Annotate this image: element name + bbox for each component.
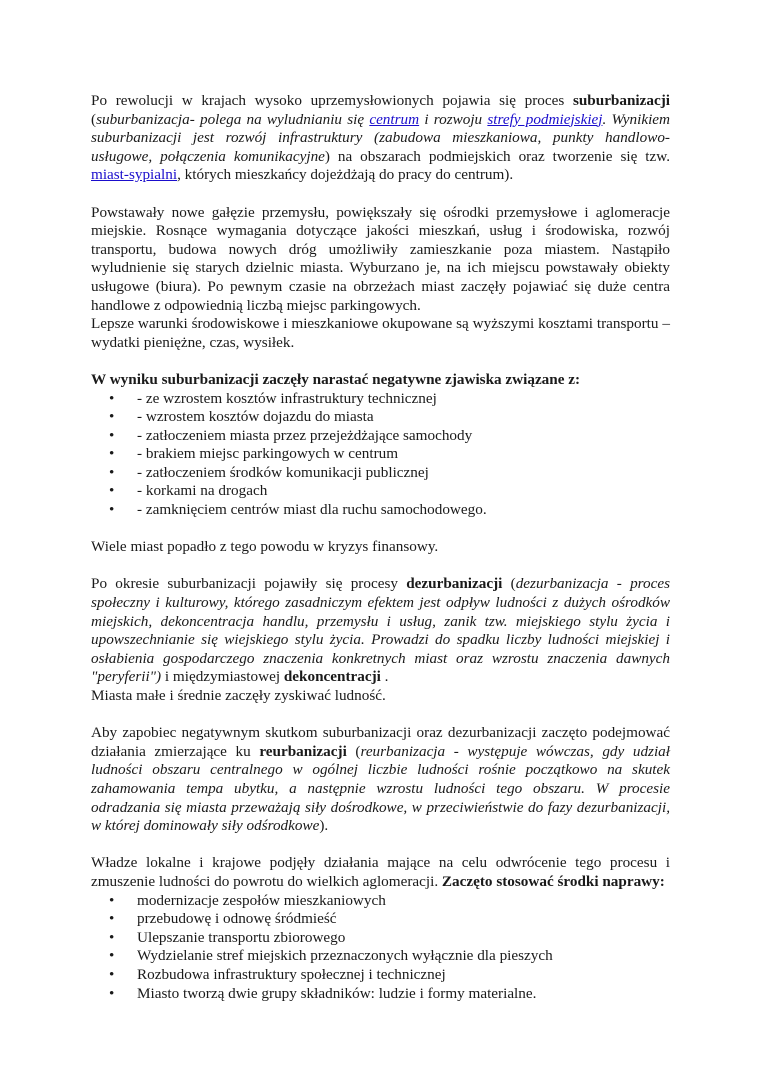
item-text: Ulepszanie transportu zbiorowego <box>137 928 346 946</box>
item-text: przebudowę i odnowę śródmieść <box>137 910 337 928</box>
definition: dezurbanizacja - proces społeczny i kulturowy, którego zasadniczym efektem jest odpływ ludności z dużych ośrodków miejskich, dekoncentracja handlu, przemysłu i usług, zanik tzw. miejskiego stylu życia i upowszechnianie się wiejskiego stylu życia. Prowadzi do spadku liczby ludności miejskiej i osłabienia gospodarczego znaczenia konkretnych miast oraz wzrostu znaczenia dawnych "peryferii") <box>91 575 670 686</box>
term-dekoncentracji: dekoncentracji <box>283 668 381 686</box>
paragraph-reurbanization <box>91 724 670 836</box>
item-text: - zamknięciem centrów miast dla ruchu samochodowego. <box>137 501 487 519</box>
paragraph-financial-crisis: Wiele miast popadło z tego powodu w kryzys finansowy. <box>91 538 439 556</box>
item-text: modernizacje zespołów mieszkaniowych <box>137 891 386 909</box>
item-text: - korkami na drogach <box>137 482 268 500</box>
bullet-icon: • <box>109 389 115 407</box>
list-item <box>109 929 670 948</box>
link-centrum[interactable]: centrum <box>369 110 420 128</box>
text: ( <box>91 110 97 128</box>
item-text: - brakiem miejsc parkingowych w centrum <box>137 445 399 463</box>
text: ( <box>346 742 361 760</box>
bullet-icon: • <box>109 984 115 1002</box>
definition: reurbanizacja - występuje wówczas, gdy udział ludności obszaru centralnego w ogólnej liczbie ludności rośnie początkowo na skutek zahamowania tempa ubytku, a następnie wzrostu ludności tego obszaru. W procesie odradzania się miasta przeważają siły dośrodkowe, w przeciwieństwie do fazy dezurbanizacji, w której dominowały siły odśrodkowe <box>91 742 670 835</box>
bullet-icon: • <box>109 947 115 965</box>
remedies-list <box>91 892 670 1004</box>
list-item <box>109 445 670 464</box>
text: ( <box>502 575 516 593</box>
item-text: Wydzielanie stref miejskich przeznaczonych wyłącznie dla pieszych <box>137 947 553 965</box>
text: , których mieszkańcy dojeżdżają do pracy do centrum). <box>177 166 514 184</box>
list-item <box>109 408 670 427</box>
list-item <box>109 501 670 520</box>
text: Aby zapobiec negatywnym skutkom suburbanizacji oraz dezurbanizacji zaczęto podejmować działania zmierzające ku <box>91 724 670 760</box>
list-item <box>109 966 670 985</box>
text: suburbanizacja- polega na wyludnianiu się <box>96 110 370 128</box>
bullet-icon: • <box>109 891 115 909</box>
text: i międzymiastowej <box>161 668 284 686</box>
paragraph-costs: Lepsze warunki środowiskowe i mieszkaniowe okupowane są wyższymi kosztami transportu – wydatki pieniężne, czas, wysiłek. <box>91 315 670 351</box>
link-strefy-podmiejskiej[interactable]: strefy podmiejskiej <box>487 110 603 128</box>
text: Po okresie suburbanizacji pojawiły się procesy <box>91 575 407 593</box>
list-item <box>109 427 670 446</box>
list-item <box>109 892 670 911</box>
bullet-icon: • <box>109 501 115 519</box>
bullet-icon: • <box>109 482 115 500</box>
item-text: Miasto tworzą dwie grupy składników: ludzie i formy materialne. <box>137 984 537 1002</box>
paragraph-suburbanization <box>91 92 670 185</box>
term-reurbanizacji: reurbanizacji <box>259 742 347 760</box>
link-miast-sypialni[interactable]: miast-sypialni <box>91 166 178 184</box>
text: i rozwoju <box>419 110 488 128</box>
list-item <box>109 482 670 501</box>
list-item <box>109 910 670 929</box>
list-heading-negative-effects <box>91 371 670 390</box>
bullet-icon: • <box>109 910 115 928</box>
paragraph-dezurbanization <box>91 575 670 687</box>
list-item <box>109 985 670 1004</box>
item-text: Rozbudowa infrastruktury społecznej i technicznej <box>137 965 446 983</box>
paragraph-industry: Powstawały nowe gałęzie przemysłu, powiększały się ośrodki przemysłowe i aglomeracje miejskie. Rosnące wymagania dotyczące jakości mieszkań, usług i środowiska, rozwój transportu, budowa nowych dróg umożliwiły zamieszkanie poza miastem. Nastąpiło wyludnienie się starych dzielnic miasta. Wyburzano je, na ich miejscu powstawały obiekty usługowe (biura). Po pewnym czasie na obrzeżach miast zaczęły pojawiać się duże centra handlowe z odpowiednią liczbą miejsc parkingowych. <box>91 203 670 314</box>
item-text: - wzrostem kosztów dojazdu do miasta <box>137 408 374 426</box>
list-item <box>109 390 670 409</box>
remedies-heading: Zaczęto stosować środki naprawy: <box>441 872 665 890</box>
text: Po rewolucji w krajach wysoko uprzemysłowionych pojawia się proces <box>91 92 573 109</box>
item-text: - zatłoczeniem miasta przez przejeżdżające samochody <box>137 426 473 444</box>
term-dezurbanizacji: dezurbanizacji <box>406 575 503 593</box>
text: . <box>380 668 389 686</box>
paragraph-remedies <box>91 854 670 891</box>
bullet-icon: • <box>109 965 115 983</box>
item-text: - ze wzrostem kosztów infrastruktury technicznej <box>137 389 437 407</box>
bullet-icon: • <box>109 408 115 426</box>
text: ) na obszarach podmiejskich oraz tworzenie się tzw. <box>324 147 670 165</box>
document-page <box>91 92 670 1003</box>
bullet-icon: • <box>109 928 115 946</box>
list-item <box>109 464 670 483</box>
bullet-icon: • <box>109 445 115 463</box>
bullet-icon: • <box>109 426 115 444</box>
negative-effects-list <box>91 390 670 520</box>
term-suburbanizacji: suburbanizacji <box>572 92 670 109</box>
text: . Wynikiem suburbanizacji jest rozwój infrastruktury (zabudowa mieszkaniowa, punkty handlowo-usługowe, połączenia komunikacyjne <box>91 110 671 165</box>
list-item <box>109 947 670 966</box>
paragraph-small-cities: Miasta małe i średnie zaczęły zyskiwać ludność. <box>91 687 386 704</box>
item-text: - zatłoczeniem środków komunikacji publicznej <box>137 463 429 481</box>
text: ). <box>319 817 329 835</box>
heading-text: W wyniku suburbanizacji zaczęły narastać negatywne zjawiska związane z: <box>91 370 581 388</box>
bullet-icon: • <box>109 463 115 481</box>
text: Władze lokalne i krajowe podjęły działania mające na celu odwrócenie tego procesu i zmuszenie ludności do powrotu do wielkich aglomeracji. <box>91 854 670 890</box>
